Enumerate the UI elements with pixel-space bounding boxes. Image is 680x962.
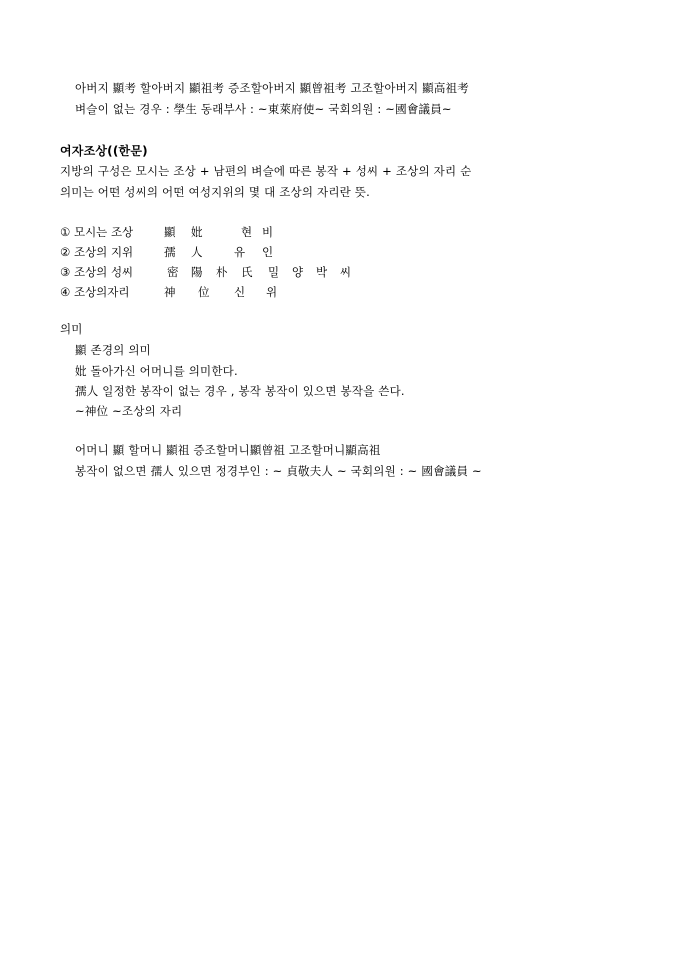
meaning-line: 顯 존경의 의미 [75, 343, 151, 357]
hanja-cell: 孺 [164, 245, 176, 259]
meaning-heading: 의미 [60, 322, 83, 336]
hangul-cell: 박 [316, 265, 328, 279]
hangul-cell: 밀 [268, 265, 280, 279]
hanja-cell: 氏 [241, 265, 253, 279]
hanja-cell: 妣 [191, 225, 203, 239]
meaning-line: 孺人 일정한 봉작이 없는 경우 , 봉작 봉작이 있으면 봉작을 쓴다. [75, 384, 405, 398]
hanja-cell: 陽 [191, 265, 203, 279]
hanja-cell: 位 [198, 285, 210, 299]
meaning-line: 妣 돌아가신 어머니를 의미한다. [75, 364, 238, 378]
hanja-cell: 顯 [164, 225, 176, 239]
male-ancestor-line: 아버지 顯考 할아버지 顯祖考 증조할아버지 顯曾祖考 고조할아버지 顯高祖考 [75, 81, 469, 95]
hangul-cell: 양 [292, 265, 304, 279]
female-title-line: 봉작이 없으면 孺人 있으면 정경부인 : ~ 貞敬夫人 ~ 국회의원 : ~ 國會議員 ~ [75, 464, 482, 478]
hangul-cell: 인 [262, 245, 274, 259]
hanja-cell: 密 [167, 265, 179, 279]
meaning-line: ~神位 ~조상의 자리 [75, 404, 183, 418]
intro-line: 지방의 구성은 모시는 조상 + 남편의 벼슬에 따른 봉작 + 성씨 + 조상의 자리 순 [60, 164, 472, 178]
male-title-line: 벼슬이 없는 경우 : 學生 동래부사 : ~東萊府使~ 국회의원 : ~國會議員~ [75, 102, 452, 116]
row-label: ④ 조상의자리 [60, 285, 130, 299]
hangul-cell: 현 [241, 225, 253, 239]
hanja-cell: 朴 [216, 265, 228, 279]
row-label: ③ 조상의 성씨 [60, 265, 134, 279]
hangul-cell: 유 [234, 245, 246, 259]
female-ancestor-heading: 여자조상((한문) [60, 144, 148, 158]
hangul-cell: 신 [234, 285, 246, 299]
hanja-cell: 人 [191, 245, 203, 259]
hangul-cell: 씨 [340, 265, 352, 279]
hangul-cell: 비 [262, 225, 274, 239]
hanja-cell: 神 [164, 285, 176, 299]
row-label: ② 조상의 지위 [60, 245, 134, 259]
hangul-cell: 위 [266, 285, 278, 299]
female-ancestor-line: 어머니 顯 할머니 顯祖 증조할머니顯曾祖 고조할머니顯高祖 [75, 443, 381, 457]
row-label: ① 모시는 조상 [60, 225, 134, 239]
intro-line: 의미는 어떤 성씨의 어떤 여성지위의 몇 대 조상의 자리란 뜻. [60, 185, 370, 199]
